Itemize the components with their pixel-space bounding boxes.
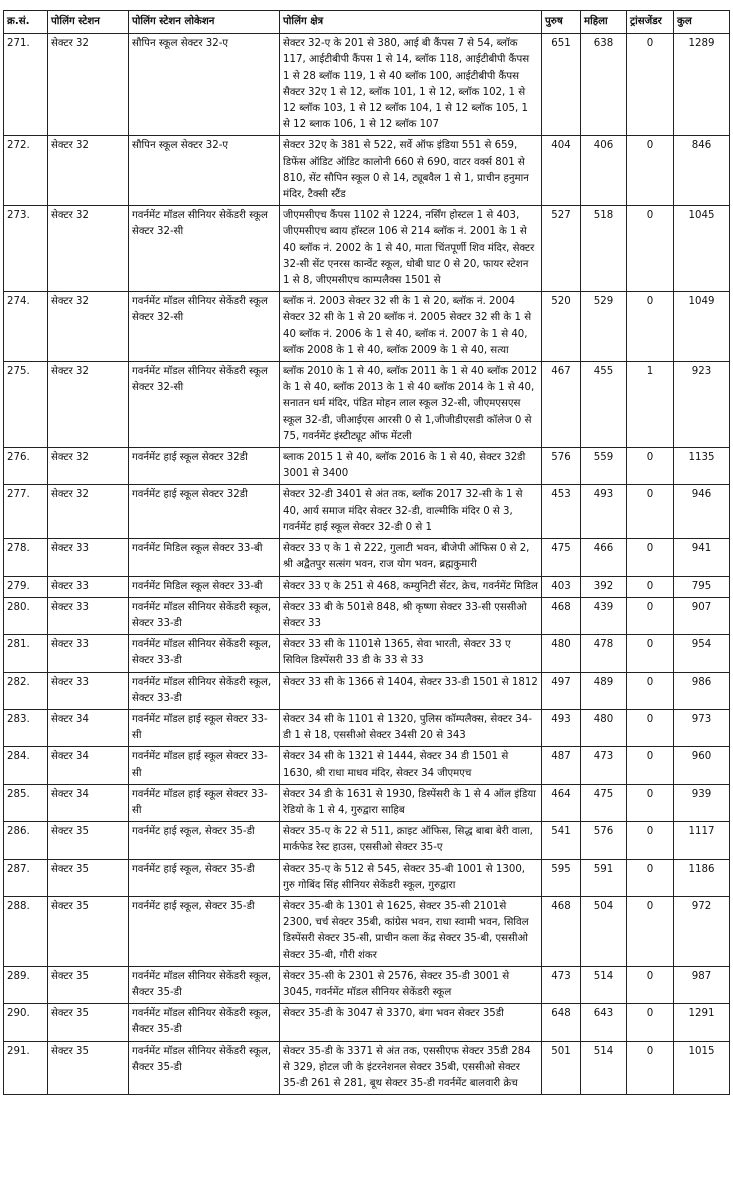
station-location: गवर्नमेंट हाई स्कूल, सेक्टर 35-डी <box>129 896 280 966</box>
female-count: 514 <box>581 1041 627 1095</box>
serial-number: 284. <box>4 747 48 784</box>
female-count: 480 <box>581 709 627 746</box>
polling-area: ब्लाक 2015 1 से 40, ब्लॉक 2016 के 1 से 40, सेक्टर 32डी 3001 से 3400 <box>280 448 542 485</box>
station-location: गवर्नमेंट हाई स्कूल, सेक्टर 35-डी <box>129 822 280 859</box>
polling-area: सेक्टर 33 बी के 501से 848, श्री कृष्णा सेक्टर 33-सी एससीओ सेक्टर 33 <box>280 597 542 634</box>
station-location: गवर्नमेंट हाई स्कूल, सेक्टर 35-डी <box>129 859 280 896</box>
female-count: 478 <box>581 635 627 672</box>
polling-area: जीएमसीएच कैंपस 1102 से 1224, नर्सिंग होस्टल 1 से 403, जीएमसीएच ब्वाय हॉस्टल 106 से 214 ब्लॉक नं. 2001 के 1 से 40 ब्लॉक नं. 2002 के 1 से 40, माता चिंतपूर्णी शिव मंदिर, सेक्टर 32-सी सेंट एनरस कान्वेंट स्कूल, धोबी घाट 0 से 20, फायर स्टेशन 1 से 8, जीएमसीएच काम्पलैक्स 1501 से <box>280 206 542 292</box>
transgender-count: 0 <box>627 672 674 709</box>
male-count: 473 <box>542 966 581 1003</box>
polling-station: सेक्टर 35 <box>48 896 129 966</box>
polling-station: सेक्टर 32 <box>48 448 129 485</box>
polling-area: ब्लॉक 2010 के 1 से 40, ब्लॉक 2011 के 1 से 40 ब्लॉक 2012 के 1 से 40, ब्लॉक 2013 के 1 से 40 ब्लॉक 2014 के 1 से 40, सनातन धर्म मंदिर, पंडित मोहन लाल स्कूल 32-सी, जीएमएसएस स्कूल 32-डी, जीआईएस आरसी 0 से 1,जीजीडीएसडी कॉलेज 0 से 75, गवर्नमेंट इंस्टीट्यूट ऑफ मेंटली <box>280 362 542 448</box>
table-row <box>4 859 730 896</box>
male-count: 467 <box>542 362 581 448</box>
polling-station: सेक्टर 33 <box>48 597 129 634</box>
polling-station: सेक्टर 33 <box>48 672 129 709</box>
male-count: 480 <box>542 635 581 672</box>
serial-number: 285. <box>4 784 48 821</box>
polling-station: सेक्टर 32 <box>48 362 129 448</box>
polling-station: सेक्टर 33 <box>48 576 129 597</box>
table-row <box>4 966 730 1003</box>
total-count: 1015 <box>674 1041 730 1095</box>
transgender-count: 0 <box>627 1004 674 1041</box>
station-location: गवर्नमेंट मिडिल स्कूल सेक्टर 33-बी <box>129 576 280 597</box>
serial-number: 280. <box>4 597 48 634</box>
station-location: सौपिन स्कूल सेक्टर 32-ए <box>129 34 280 136</box>
male-count: 493 <box>542 709 581 746</box>
polling-area: सेक्टर 32-डी 3401 से अंत तक, ब्लॉक 2017 32-सी के 1 से 40, आर्य समाज मंदिर सेक्टर 32-डी, वाल्मीकि मंदिर 0 से 3, गवर्नमेंट हाई स्कूल सेक्टर 32-डी 0 से 1 <box>280 485 542 539</box>
transgender-count: 0 <box>627 136 674 206</box>
polling-station: सेक्टर 33 <box>48 635 129 672</box>
station-location: गवर्नमेंट मॉडल सीनियर सेकेंडरी स्कूल सेक्टर 32-सी <box>129 292 280 362</box>
total-count: 1291 <box>674 1004 730 1041</box>
station-location: गवर्नमेंट मिडिल स्कूल सेक्टर 33-बी <box>129 539 280 576</box>
header-male: पुरुष <box>542 11 581 34</box>
header-total: कुल <box>674 11 730 34</box>
table-row <box>4 635 730 672</box>
transgender-count: 0 <box>627 784 674 821</box>
transgender-count: 0 <box>627 1041 674 1095</box>
header-female: महिला <box>581 11 627 34</box>
total-count: 946 <box>674 485 730 539</box>
station-location: गवर्नमेंट मॉडल सीनियर सेकेंडरी स्कूल, सैक्टर 35-डी <box>129 1041 280 1095</box>
serial-number: 291. <box>4 1041 48 1095</box>
table-row <box>4 672 730 709</box>
transgender-count: 0 <box>627 292 674 362</box>
female-count: 466 <box>581 539 627 576</box>
polling-station: सेक्टर 35 <box>48 1004 129 1041</box>
female-count: 576 <box>581 822 627 859</box>
transgender-count: 0 <box>627 34 674 136</box>
table-row <box>4 747 730 784</box>
station-location: गवर्नमेंट हाई स्कूल सेक्टर 32डी <box>129 448 280 485</box>
total-count: 795 <box>674 576 730 597</box>
female-count: 518 <box>581 206 627 292</box>
polling-area: सेक्टर 33 सी के 1101से 1365, सेवा भारती, सेक्टर 33 ए सिविल डिस्पेंसरी 33 डी के 33 से 33 <box>280 635 542 672</box>
serial-number: 289. <box>4 966 48 1003</box>
male-count: 404 <box>542 136 581 206</box>
total-count: 972 <box>674 896 730 966</box>
serial-number: 288. <box>4 896 48 966</box>
header-location: पोलिंग स्टेशन लोकेशन <box>129 11 280 34</box>
serial-number: 271. <box>4 34 48 136</box>
total-count: 986 <box>674 672 730 709</box>
male-count: 595 <box>542 859 581 896</box>
male-count: 501 <box>542 1041 581 1095</box>
polling-area: ब्लॉक नं. 2003 सेक्टर 32 सी के 1 से 20, ब्लॉक नं. 2004 सेक्टर 32 सी के 1 से 20 ब्लॉक नं. 2005 सेक्टर 32 सी के 1 से 40 ब्लॉक नं. 2006 के 1 से 40, ब्लॉक नं. 2007 के 1 से 40, ब्लॉक 2008 के 1 से 40, ब्लॉक 2009 के 1 से 40, सत्या <box>280 292 542 362</box>
serial-number: 273. <box>4 206 48 292</box>
male-count: 468 <box>542 896 581 966</box>
polling-station: सेक्टर 34 <box>48 709 129 746</box>
total-count: 973 <box>674 709 730 746</box>
female-count: 638 <box>581 34 627 136</box>
header-transgender: ट्रांसजेंडर <box>627 11 674 34</box>
male-count: 453 <box>542 485 581 539</box>
serial-number: 286. <box>4 822 48 859</box>
table-row <box>4 709 730 746</box>
female-count: 529 <box>581 292 627 362</box>
polling-area: सेक्टर 34 डी के 1631 से 1930, डिस्पेंसरी के 1 से 4 ऑल इंडिया रेडियो के 1 से 4, गुरुद्वारा साहिब <box>280 784 542 821</box>
male-count: 497 <box>542 672 581 709</box>
transgender-count: 0 <box>627 747 674 784</box>
polling-area: सेक्टर 35-ए के 512 से 545, सेक्टर 35-बी 1001 से 1300, गुरु गोबिंद सिंह सीनियर सेकेंडरी स्कूल, गुरुद्वारा <box>280 859 542 896</box>
female-count: 392 <box>581 576 627 597</box>
station-location: गवर्नमेंट मॉडल हाई स्कूल सेक्टर 33-सी <box>129 747 280 784</box>
total-count: 1186 <box>674 859 730 896</box>
total-count: 960 <box>674 747 730 784</box>
polling-station: सेक्टर 32 <box>48 34 129 136</box>
header-row <box>4 11 730 34</box>
polling-area: सेक्टर 32-ए के 201 से 380, आई बी कैंपस 7 से 54, ब्लॉक 117, आईटीबीपी कैंपस 1 से 14, ब्लॉक 118, आईटीबीपी कैंपस 1 से 28 ब्लॉक 119, 1 से 40 ब्लॉक 100, आईटीबीपी कैंपस सैक्टर 32ए 1 से 12, ब्लॉक 101, 1 से 12, ब्लॉक 102, 1 से 12 ब्लॉक 103, 1 से 12 ब्लॉक 104, 1 से 12 ब्लॉक 105, 1 से 12 ब्लाक 106, 1 से 12 ब्लॉक 107 <box>280 34 542 136</box>
table-row <box>4 1041 730 1095</box>
polling-area: सेक्टर 35-बी के 1301 से 1625, सेक्टर 35-सी 2101से 2300, चर्च सेक्टर 35बी, कांग्रेस भवन, राधा स्वामी भवन, सिविल डिस्पेंसरी सेक्टर 35-सी, प्राचीन कला केंद्र सेक्टर 35-बी, एससीओ सेक्टर 35-बी, गौरी शंकर <box>280 896 542 966</box>
polling-station: सेक्टर 32 <box>48 292 129 362</box>
polling-area: सेक्टर 33 ए के 1 से 222, गुलाटी भवन, बीजेपी ऑफिस 0 से 2, श्री अद्वैतपुर सत्संग भवन, राज योग भवन, ब्रह्मकुमारी <box>280 539 542 576</box>
polling-area: सेक्टर 35-डी के 3047 से 3370, बंगा भवन सेक्टर 35डी <box>280 1004 542 1041</box>
polling-station: सेक्टर 35 <box>48 966 129 1003</box>
transgender-count: 0 <box>627 859 674 896</box>
serial-number: 277. <box>4 485 48 539</box>
serial-number: 272. <box>4 136 48 206</box>
male-count: 520 <box>542 292 581 362</box>
polling-area: सेक्टर 34 सी के 1321 से 1444, सेक्टर 34 डी 1501 से 1630, श्री राधा माधव मंदिर, सेक्टर 34 जीएमएच <box>280 747 542 784</box>
female-count: 643 <box>581 1004 627 1041</box>
polling-area: सेक्टर 35-ए के 22 से 511, क्राइट ऑफिस, सिद्ध बाबा बेरी वाला, मार्कफेड रेस्ट हाउस, एससीओ सेक्टर 35-ए <box>280 822 542 859</box>
station-location: गवर्नमेंट मॉडल सीनियर सेकेंडरी स्कूल, सेक्टर 33-डी <box>129 635 280 672</box>
station-location: गवर्नमेंट मॉडल सीनियर सेकेंडरी स्कूल, सेक्टर 33-डी <box>129 672 280 709</box>
station-location: गवर्नमेंट मॉडल सीनियर सेकेंडरी स्कूल, सेक्टर 33-डी <box>129 597 280 634</box>
header-sn: क्र.सं. <box>4 11 48 34</box>
transgender-count: 0 <box>627 597 674 634</box>
table-row <box>4 822 730 859</box>
transgender-count: 0 <box>627 485 674 539</box>
polling-area: सेक्टर 35-डी के 3371 से अंत तक, एससीएफ सेक्टर 35डी 284 से 329, होटल जी के इंटरनेशनल सेक्टर 35बी, एससीओ सेक्टर 35-डी 261 से 281, बूथ सेक्टर 35-डी गवर्नमेंट बालवारी क्रेच <box>280 1041 542 1095</box>
total-count: 1045 <box>674 206 730 292</box>
table-row <box>4 485 730 539</box>
polling-station: सेक्टर 32 <box>48 206 129 292</box>
total-count: 1117 <box>674 822 730 859</box>
transgender-count: 0 <box>627 635 674 672</box>
serial-number: 276. <box>4 448 48 485</box>
serial-number: 275. <box>4 362 48 448</box>
station-location: गवर्नमेंट मॉडल हाई स्कूल सेक्टर 33-सी <box>129 709 280 746</box>
polling-station: सेक्टर 33 <box>48 539 129 576</box>
table-row <box>4 448 730 485</box>
polling-station: सेक्टर 35 <box>48 1041 129 1095</box>
polling-area: सेक्टर 34 सी के 1101 से 1320, पुलिस कॉम्पलैक्स, सेक्टर 34-डी 1 से 18, एससीओ सेक्टर 34सी 20 से 343 <box>280 709 542 746</box>
female-count: 489 <box>581 672 627 709</box>
top-strip <box>0 0 733 10</box>
table-row <box>4 1004 730 1041</box>
table-row <box>4 206 730 292</box>
polling-station: सेक्टर 34 <box>48 747 129 784</box>
total-count: 923 <box>674 362 730 448</box>
female-count: 514 <box>581 966 627 1003</box>
station-location: गवर्नमेंट मॉडल सीनियर सेकेंडरी स्कूल, सैक्टर 35-डी <box>129 1004 280 1041</box>
transgender-count: 0 <box>627 822 674 859</box>
transgender-count: 0 <box>627 448 674 485</box>
female-count: 504 <box>581 896 627 966</box>
total-count: 987 <box>674 966 730 1003</box>
female-count: 473 <box>581 747 627 784</box>
total-count: 939 <box>674 784 730 821</box>
transgender-count: 0 <box>627 576 674 597</box>
transgender-count: 0 <box>627 539 674 576</box>
polling-area: सेक्टर 33 सी के 1366 से 1404, सेक्टर 33-डी 1501 से 1812 <box>280 672 542 709</box>
female-count: 455 <box>581 362 627 448</box>
male-count: 468 <box>542 597 581 634</box>
male-count: 487 <box>542 747 581 784</box>
serial-number: 283. <box>4 709 48 746</box>
male-count: 403 <box>542 576 581 597</box>
male-count: 464 <box>542 784 581 821</box>
header-station: पोलिंग स्टेशन <box>48 11 129 34</box>
female-count: 475 <box>581 784 627 821</box>
table-row <box>4 292 730 362</box>
polling-stations-table <box>3 10 730 1095</box>
polling-station: सेक्टर 35 <box>48 822 129 859</box>
table-row <box>4 34 730 136</box>
table-row <box>4 784 730 821</box>
station-location: गवर्नमेंट मॉडल सीनियर सेकेंडरी स्कूल सेक्टर 32-सी <box>129 362 280 448</box>
total-count: 907 <box>674 597 730 634</box>
male-count: 541 <box>542 822 581 859</box>
transgender-count: 0 <box>627 966 674 1003</box>
male-count: 648 <box>542 1004 581 1041</box>
transgender-count: 1 <box>627 362 674 448</box>
male-count: 475 <box>542 539 581 576</box>
total-count: 1135 <box>674 448 730 485</box>
female-count: 559 <box>581 448 627 485</box>
table-row <box>4 896 730 966</box>
polling-station: सेक्टर 34 <box>48 784 129 821</box>
polling-area: सेक्टर 33 ए के 251 से 468, कम्युनिटी सेंटर, क्रेच, गवर्नमेंट मिडिल <box>280 576 542 597</box>
polling-area: सेक्टर 32ए के 381 से 522, सर्वे ऑफ इंडिया 551 से 659, डिफेंस ऑडिट ऑडिट कालोनी 660 से 690, वाटर वर्क्स 801 से 810, सेंट सौपिन स्कूल 0 से 14, ट्यूबवैल 1 से 1, प्राचीन हनुमान मंदिर, टैक्सी स्टैंड <box>280 136 542 206</box>
female-count: 493 <box>581 485 627 539</box>
station-location: गवर्नमेंट मॉडल हाई स्कूल सेक्टर 33-सी <box>129 784 280 821</box>
total-count: 954 <box>674 635 730 672</box>
serial-number: 279. <box>4 576 48 597</box>
table-row <box>4 576 730 597</box>
serial-number: 274. <box>4 292 48 362</box>
header-area: पोलिंग क्षेत्र <box>280 11 542 34</box>
polling-station: सेक्टर 32 <box>48 136 129 206</box>
station-location: गवर्नमेंट मॉडल सीनियर सेकेंडरी स्कूल, सैक्टर 35-डी <box>129 966 280 1003</box>
total-count: 846 <box>674 136 730 206</box>
station-location: गवर्नमेंट हाई स्कूल सेक्टर 32डी <box>129 485 280 539</box>
polling-station: सेक्टर 32 <box>48 485 129 539</box>
total-count: 1289 <box>674 34 730 136</box>
total-count: 1049 <box>674 292 730 362</box>
table-row <box>4 597 730 634</box>
table-row <box>4 136 730 206</box>
transgender-count: 0 <box>627 896 674 966</box>
polling-area: सेक्टर 35-सी के 2301 से 2576, सेक्टर 35-डी 3001 से 3045, गवर्नमेंट मॉडल सीनियर सेकेंडरी स्कूल <box>280 966 542 1003</box>
serial-number: 287. <box>4 859 48 896</box>
female-count: 406 <box>581 136 627 206</box>
female-count: 591 <box>581 859 627 896</box>
transgender-count: 0 <box>627 206 674 292</box>
serial-number: 290. <box>4 1004 48 1041</box>
table-row <box>4 362 730 448</box>
polling-station: सेक्टर 35 <box>48 859 129 896</box>
male-count: 651 <box>542 34 581 136</box>
serial-number: 282. <box>4 672 48 709</box>
male-count: 527 <box>542 206 581 292</box>
transgender-count: 0 <box>627 709 674 746</box>
male-count: 576 <box>542 448 581 485</box>
serial-number: 281. <box>4 635 48 672</box>
female-count: 439 <box>581 597 627 634</box>
table-row <box>4 539 730 576</box>
total-count: 941 <box>674 539 730 576</box>
station-location: सौपिन स्कूल सेक्टर 32-ए <box>129 136 280 206</box>
station-location: गवर्नमेंट मॉडल सीनियर सेकेंडरी स्कूल सेक्टर 32-सी <box>129 206 280 292</box>
serial-number: 278. <box>4 539 48 576</box>
